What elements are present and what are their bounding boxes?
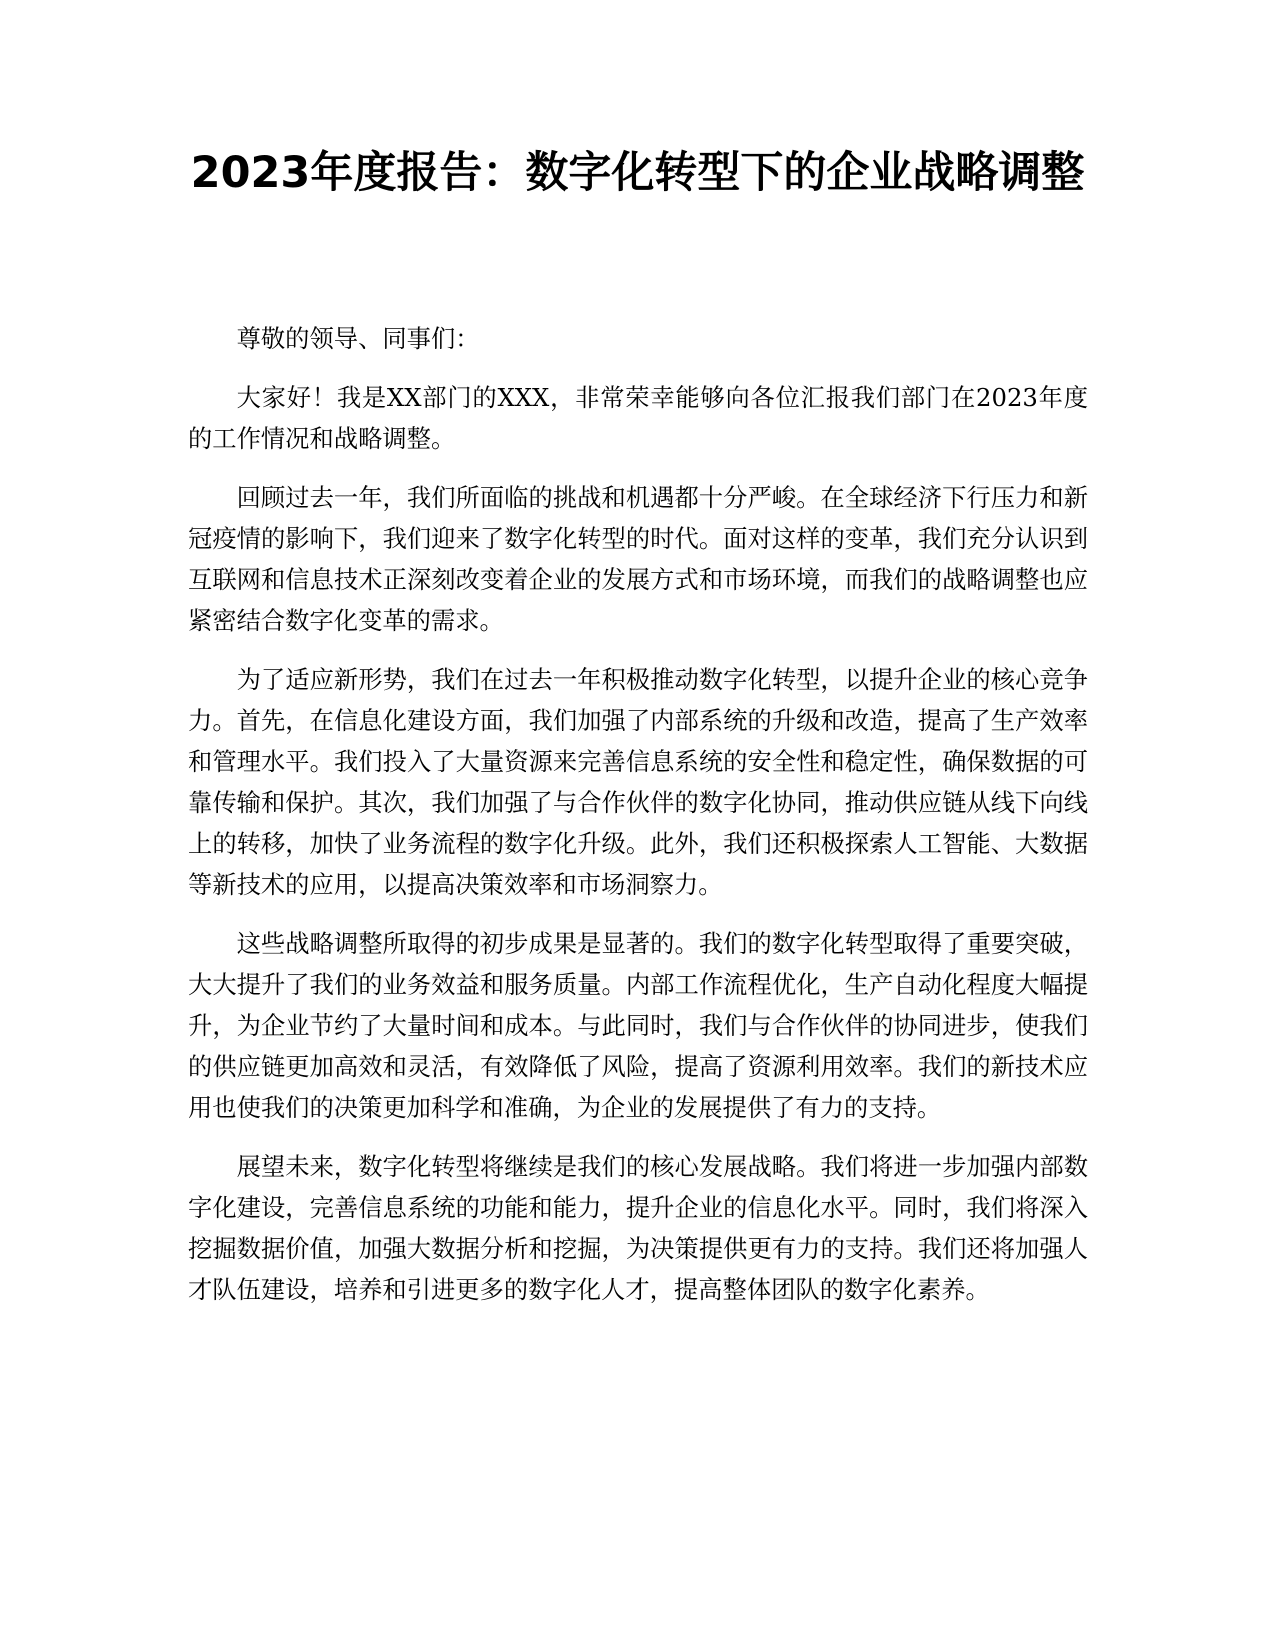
outlook-paragraph: 展望未来，数字化转型将继续是我们的核心发展战略。我们将进一步加强内部数字化建设，完善信息系统的功能和能力，提升企业的信息化水平。同时，我们将深入挖掘数据价值，加强大数据分析和挖掘，为决策提供更有力的支持。我们还将加强人才队伍建设，培养和引进更多的数字化人才，提高整体团队的数字化素养。 xyxy=(188,1152,1088,1304)
measures-paragraph: 为了适应新形势，我们在过去一年积极推动数字化转型，以提升企业的核心竞争力。首先，在信息化建设方面，我们加强了内部系统的升级和改造，提高了生产效率和管理水平。我们投入了大量资源来完善信息系统的安全性和稳定性，确保数据的可靠传输和保护。其次，我们加强了与合作伙伴的数字化协同，推动供应链从线下向线上的转移，加快了业务流程的数字化升级。此外，我们还积极探索人工智能、大数据等新技术的应用，以提高决策效率和市场洞察力。 xyxy=(188,665,1088,899)
results-paragraph: 这些战略调整所取得的初步成果是显著的。我们的数字化转型取得了重要突破，大大提升了我们的业务效益和服务质量。内部工作流程优化，生产自动化程度大幅提升，为企业节约了大量时间和成本。与此同时，我们与合作伙伴的协同进步，使我们的供应链更加高效和灵活，有效降低了风险，提高了资源利用效率。我们的新技术应用也使我们的决策更加科学和准确，为企业的发展提供了有力的支持。 xyxy=(188,929,1088,1122)
document-title: 2023年度报告：数字化转型下的企业战略调整 xyxy=(190,148,1085,198)
greeting-paragraph: 大家好！我是XX部门的XXX，非常荣幸能够向各位汇报我们部门在2023年度的工作情况和战略调整。 xyxy=(188,383,1088,453)
document-body xyxy=(188,318,1088,1328)
salutation-paragraph: 尊敬的领导、同事们： xyxy=(236,324,480,353)
review-paragraph: 回顾过去一年，我们所面临的挑战和机遇都十分严峻。在全球经济下行压力和新冠疫情的影响下，我们迎来了数字化转型的时代。面对这样的变革，我们充分认识到互联网和信息技术正深刻改变着企业的发展方式和市场环境，而我们的战略调整也应紧密结合数字化变革的需求。 xyxy=(188,483,1088,635)
